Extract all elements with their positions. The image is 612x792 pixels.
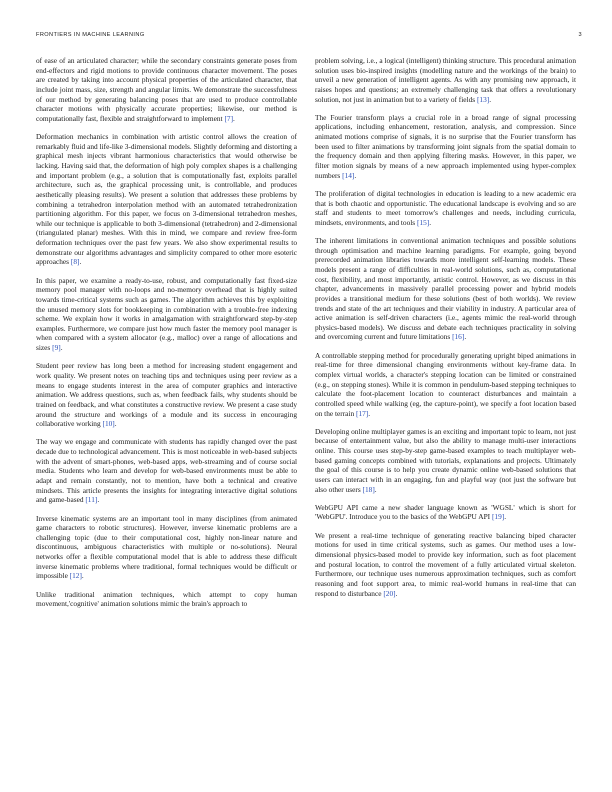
paragraph: The inherent limitations in conventional animation techniques and possible solutions through optimisation and machine learning paradigms. For example, going beyond prerecorded animation libraries towards more intelligent self-learning models. These models present a range of difficulties in real-world solutions, such as, computational cost, flexibility, and most importantly, artistic control. However, as we discuss in this chapter, advancements in massively parallel processing power and hybrid models provides a transitional medium for these solutions (best of both worlds). We review trends and state of the art techniques and their viability in industry. A particular area of active animation is self-driven characters (i.e., agents mimic the real-world through physics-based models). We discuss and debate each techniques practicality in solving and overcoming current and future limitations [16]. [315,236,576,342]
citation-link[interactable]: [12] [69,571,82,581]
running-title: FRONTIERS IN MACHINE LEARNING [36,32,145,38]
page-number: 3 [578,32,582,38]
paragraph: Student peer review has long been a method for increasing student engagement and work quality. We present notes on teaching tips and techniques using peer review as a means to engage students interest in the area of computer graphics and interactive animation. We address questions, such as, when feedback fails, why students should be trained on feedback, and what constitutes a constructive review. We present a case study around the structure and workings of a module and its success in encouraging collaborative working [10]. [36,361,297,429]
citation-link[interactable]: [8] [70,257,80,267]
citation-link[interactable]: [11] [85,495,98,505]
citation-link[interactable]: [10] [102,419,115,429]
citation-link[interactable]: [18] [362,484,375,494]
paragraph: Developing online multiplayer games is an exciting and important topic to learn, not just because of entertainment value, but also the ability to manage multi-user interactions online. This course uses step-by-step game-based examples to teach multiplayer web-based gaming concepts combined with tutorials, explanations and projects. Ultimately the goal of this course is to help you create dynamic online web-based solutions that users can interact with in an engaging, fun and playful way (not just the software but also other users [18]. [315,426,576,494]
citation-link[interactable]: [9] [52,343,61,353]
citation-link[interactable]: [16] [452,332,465,342]
paragraph: The proliferation of digital technologies in education is leading to a new academic era that is both chaotic and opportunistic. The educational landscape is evolving and so are staff and students to meet tomorrow's challenges and needs, including curricula, mindsets, environments, and tools [15]. [315,188,576,227]
paragraph: Inverse kinematic systems are an important tool in many disciplines (from animated game characters to robotic structures). However, inverse kinematic problems are a challenging topic (due to their computational cost, highly non-linear nature and discontinuous, ambiguous characteristics with multiple or no-solutions). Neural networks offer a flexible computational model that is able to address these difficult inverse kinematic problems where traditional, formal techniques would be difficult or impossible [12]. [36,513,297,581]
citation-link[interactable]: [20] [383,588,396,598]
citation-link[interactable]: [19] [491,512,505,522]
paragraph: Unlike traditional animation techniques, which attempt to copy human movement,'cognitive' animation solutions mimic the brain's approach to [36,589,297,609]
paragraph: We present a real-time technique of generating reactive balancing biped character motions for used in time critical systems, such as games. Our method uses a low- dimensional physics-based model to provide key information, such as foot placement and postural location, to control the movement of a fully articulated virtual skeleton. Furthermore, our technique uses numerous approximation techniques, such as comfort reasoning and foot support area, to mimic real-world humans in real-time that can respond to disturbance [20]. [315,530,576,598]
paragraph: Deformation mechanics in combination with artistic control allows the creation of remarkably fluid and life-like 3-dimensional models. Slightly deforming and distorting a graphical mesh injects vibrant harmonious characteristics that would otherwise be lacking. Having said that, the deformation of high poly complex shapes is a challenging and important problem (e.g., a solution that is computationally fast, exploits parallel architecture, such as, the graphical processing unit, is controllable, and produces aesthetically pleasing results). We present a solution that addresses these problems by combining a tetrahedron interpolation method with an automated tetrahedronization partitioning algorithm. For this paper, we focus on 3-dimensional tetrahedron meshes, while our technique is applicable to both 3-dimensional (tetrahedron) and 2-dimensional (triangulated planar) meshes. With this in mind, we compare and review free-form deformation techniques over the past few years. We also show experimental results to demonstrate our algorithms advantages and simplicity compared to other more esoteric approaches [8]. [36,132,297,267]
citation-link[interactable]: [14] [342,170,355,180]
left-column [36,56,297,760]
paragraph: The way we engage and communicate with students has rapidly changed over the past decade due to technological advancement. This is most noticeable in web-based subjects with the advent of smart-phones, web-based apps, web-streaming and of course social media. Students who learn and develop for web-based environments must be able to adapt and remain constantly, not to mention, have both a technical and creative mindsets. This article presents the insights for integrating interactive digital solutions and game-based [11]. [36,437,297,505]
citation-link[interactable]: [17] [356,408,369,418]
paragraph: The Fourier transform plays a crucial role in a broad range of signal processing applications, including enhancement, restoration, analysis, and compression. Since animated motions comprise of signals, it is no surprise that the Fourier transform has been used to filter animations by transforming joint signals from the spatial domain to the frequency domain and then applying filtering masks. However, in this paper, we filter motion signals by means of a new approach implemented using hyper-complex numbers [14]. [315,112,576,180]
running-header [36,32,582,42]
citation-link[interactable]: [7] [224,113,234,123]
paragraph: problem solving, i.e., a logical (intelligent) thinking structure. This procedural animation solution uses bio-inspired insights (modelling nature and the workings of the brain) to unveil a new generation of intelligent agents. As with any promising new approach, it raises hopes and questions; an extremely challenging task that offers a revolutionary solution, not just in animation but to a variety of fields [13]. [315,56,576,104]
paragraph: WebGPU API came a new shader language known as 'WGSL' which is short for 'WebGPU'. Introduce you to the basics of the WebGPU API [19]. [315,502,576,522]
paragraph: of ease of an articulated character; while the secondary constraints generate poses from end-effectors and rigid motions to provide continuous character movement. The poses are created by taking into account physical properties of the articulated character, that include joint mass, size, strength and angular limits. We demonstrate the successfulness of our method by generating balancing poses that are used to produce controllable character motions with physically accurate properties; likewise, our method is computationally fast, flexible and straightforward to implement [7]. [36,56,297,123]
citation-link[interactable]: [13] [476,94,490,104]
right-column [315,56,576,760]
paragraph: A controllable stepping method for procedurally generating upright biped animations in real-time for three dimensional changing environments without key-frame data. In complex virtual worlds, a character's stepping location can be limited or constrained (e.g., on stepping stones). While it is common in pendulum-based stepping techniques to calculate the foot-placement location to counteract disturbances and maintain a controlled speed while walking (eg, the capture-point), we specify a foot location based on the terrain [17]. [315,350,576,418]
paragraph: In this paper, we examine a ready-to-use, robust, and computationally fast fixed-size memory pool manager with no-loops and no-memory overhead that is highly suited towards time-critical systems such as games. The algorithm achieves this by exploiting the unused memory slots for bookkeeping in combination with a trouble-free indexing scheme. We explain how it works in amalgamation with straightforward step-by-step examples. Furthermore, we compare just how much faster the memory pool manager is when compared with a system allocator (e.g., malloc) over a range of allocations and sizes [9]. [36,275,297,353]
citation-link[interactable]: [15] [417,217,430,227]
